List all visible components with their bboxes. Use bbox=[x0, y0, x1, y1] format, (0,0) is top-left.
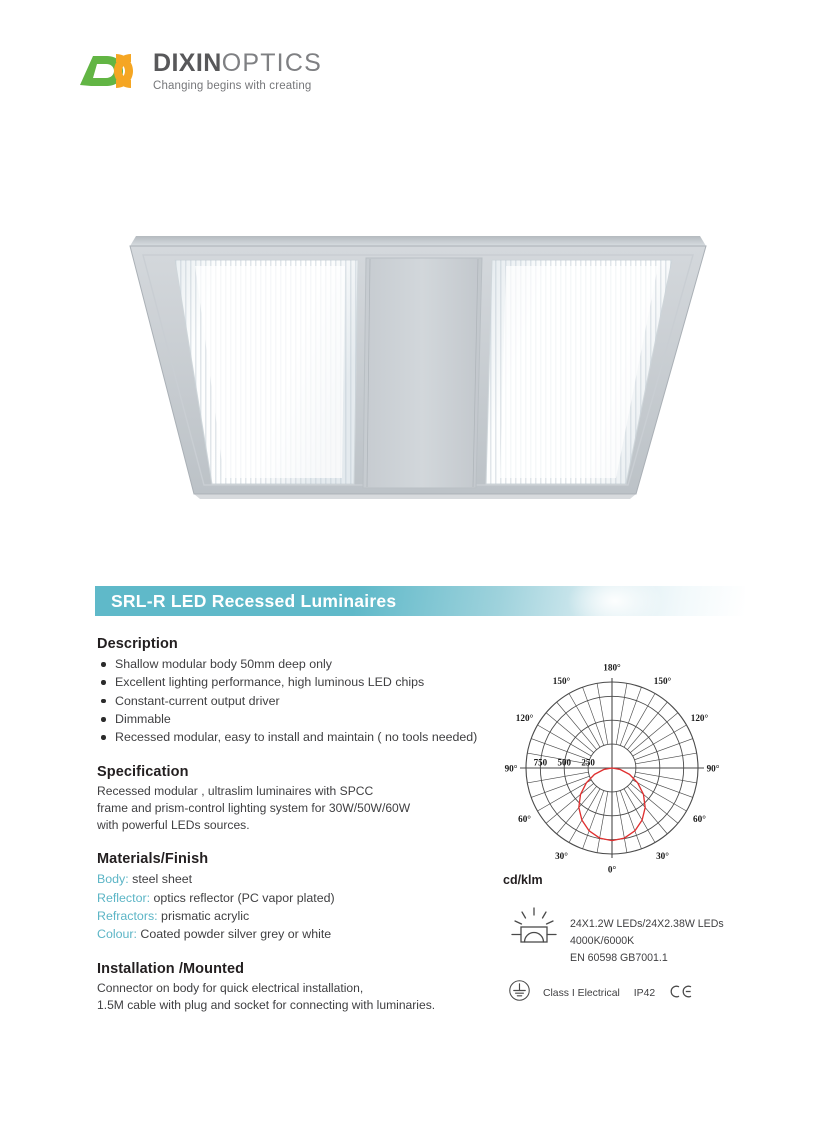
specification-line: with powerful LEDs sources. bbox=[97, 818, 250, 833]
materials-row-value: steel sheet bbox=[132, 872, 193, 887]
brand-wordmark bbox=[153, 50, 322, 92]
materials-row-value: optics reflector (PC vapor plated) bbox=[153, 890, 335, 905]
product-title-banner bbox=[95, 586, 745, 616]
ip-rating-label: IP42 bbox=[633, 987, 656, 999]
svg-text:90°: 90° bbox=[504, 763, 518, 774]
left-content-column bbox=[97, 636, 487, 1031]
specification-heading: Specification bbox=[97, 763, 189, 780]
dixin-do-monogram-logo-icon bbox=[78, 48, 140, 94]
specification-line: Recessed modular , ultraslim luminaires with SPCC bbox=[97, 783, 374, 798]
materials-section bbox=[97, 851, 487, 943]
description-feature-list bbox=[97, 655, 487, 747]
class-spec-text bbox=[543, 984, 693, 1002]
materials-row-key: Reflector: bbox=[97, 890, 151, 905]
svg-text:180°: 180° bbox=[603, 664, 621, 673]
materials-row-value: prismatic acrylic bbox=[161, 909, 250, 924]
svg-text:60°: 60° bbox=[693, 813, 706, 824]
specification-section bbox=[97, 764, 487, 835]
product-photo bbox=[120, 222, 716, 522]
list-item: Excellent lighting performance, high luminous LED chips bbox=[97, 673, 487, 691]
svg-text:250: 250 bbox=[581, 757, 595, 768]
electrical-class-label: Class I Electrical bbox=[543, 987, 620, 999]
list-item: Constant-current output driver bbox=[97, 692, 487, 710]
svg-text:150°: 150° bbox=[653, 675, 672, 686]
materials-row bbox=[97, 870, 487, 888]
list-item: Recessed modular, easy to install and maintain ( no tools needed) bbox=[97, 728, 487, 746]
description-section bbox=[97, 636, 487, 747]
svg-text:120°: 120° bbox=[690, 712, 709, 723]
protective-earth-icon bbox=[508, 979, 531, 1007]
brand-header bbox=[78, 48, 322, 94]
materials-row-key: Refractors: bbox=[97, 909, 158, 924]
svg-text:0°: 0° bbox=[607, 864, 617, 875]
brand-name-light: OPTICS bbox=[221, 49, 322, 78]
lamp-spec-row bbox=[508, 906, 748, 967]
installation-heading: Installation /Mounted bbox=[97, 960, 245, 977]
svg-text:150°: 150° bbox=[552, 675, 571, 686]
tech-line: 24X1.2W LEDs/24X2.38W LEDs bbox=[570, 918, 724, 930]
tech-line: EN 60598 GB7001.1 bbox=[570, 952, 668, 965]
installation-line: 1.5M cable with plug and socket for connecting with luminaries. bbox=[97, 997, 436, 1012]
page-title: SRL-R LED Recessed Luminaires bbox=[111, 591, 397, 611]
list-item: Shallow modular body 50mm deep only bbox=[97, 655, 487, 673]
svg-text:30°: 30° bbox=[656, 850, 669, 861]
lamp-spec-lines bbox=[570, 906, 724, 967]
brand-name-bold: DIXIN bbox=[153, 49, 222, 78]
polar-photometric-diagram bbox=[489, 664, 739, 904]
svg-text:500: 500 bbox=[557, 757, 571, 768]
list-item: Dimmable bbox=[97, 710, 487, 728]
materials-row bbox=[97, 889, 487, 907]
materials-row bbox=[97, 925, 487, 943]
specification-line: frame and prism-control lighting system for 30W/50W/60W bbox=[97, 800, 411, 815]
materials-row-key: Body: bbox=[97, 872, 129, 887]
materials-heading: Materials/Finish bbox=[97, 851, 209, 868]
technical-spec-block bbox=[508, 906, 748, 1007]
tech-line: 4000K/6000K bbox=[570, 935, 635, 948]
svg-text:120°: 120° bbox=[515, 712, 534, 723]
class-spec-row bbox=[508, 979, 748, 1007]
installation-section bbox=[97, 961, 487, 1014]
description-heading: Description bbox=[97, 636, 178, 652]
ce-mark-icon bbox=[669, 984, 693, 1002]
svg-text:90°: 90° bbox=[706, 763, 720, 774]
svg-text:60°: 60° bbox=[518, 813, 531, 824]
brand-tagline: Changing begins with creating bbox=[153, 79, 312, 92]
materials-row bbox=[97, 907, 487, 925]
installation-line: Connector on body for quick electrical installation, bbox=[97, 980, 364, 995]
materials-row-key: Colour: bbox=[97, 927, 137, 942]
luminaire-lamp-icon bbox=[508, 906, 560, 953]
svg-text:750: 750 bbox=[533, 757, 548, 768]
polar-unit-label: cd/klm bbox=[503, 873, 543, 887]
materials-row-value: Coated powder silver grey or white bbox=[140, 927, 332, 942]
svg-text:30°: 30° bbox=[555, 850, 568, 861]
